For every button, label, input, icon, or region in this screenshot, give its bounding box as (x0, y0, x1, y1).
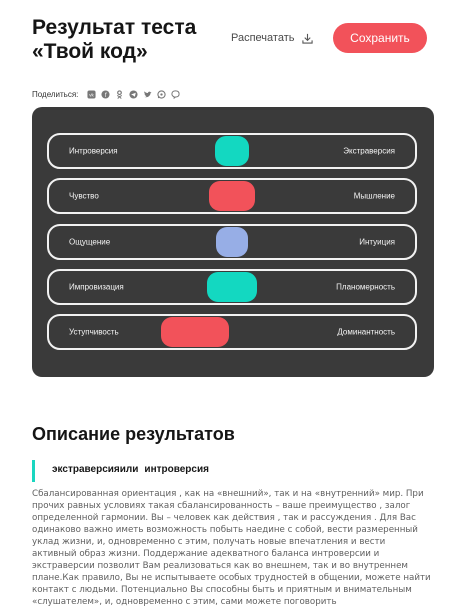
results-panel (32, 107, 434, 377)
description-heading: Описание результатов (32, 424, 235, 444)
scale-left-label: Чувство (69, 191, 99, 201)
scale-compliance-dominance (47, 314, 417, 350)
scale-left-label: Интроверсия (69, 146, 118, 156)
page-title (32, 16, 232, 64)
scale-left-label: Импровизация (69, 282, 124, 292)
scale-marker (209, 181, 255, 211)
save-button[interactable]: Сохранить (333, 23, 427, 53)
scale-right-label: Интуиция (359, 237, 395, 247)
odnoklassniki-icon[interactable] (115, 90, 124, 99)
scale-right-label: Планомерность (336, 282, 395, 292)
print-button[interactable] (231, 32, 313, 44)
share-bar (32, 90, 180, 99)
subheading-mid: или (119, 464, 139, 475)
print-label: Распечатать (231, 32, 295, 44)
viber-icon[interactable] (171, 90, 180, 99)
page-title-line1: Результат теста (32, 16, 197, 39)
vk-icon[interactable] (87, 90, 96, 99)
subheading-left: экстраверсия (52, 464, 120, 475)
scale-marker (216, 227, 248, 257)
facebook-icon[interactable] (101, 90, 110, 99)
subheading-accent-bar (32, 460, 35, 482)
scale-feeling-thinking (47, 178, 417, 214)
whatsapp-icon[interactable] (157, 90, 166, 99)
scale-left-label: Уступчивость (69, 327, 119, 337)
subheading-right: интроверсия (144, 464, 209, 475)
scale-right-label: Экстраверсия (343, 146, 395, 156)
description-subheading (52, 464, 209, 475)
scale-right-label: Мышление (353, 191, 395, 201)
scale-marker (207, 272, 257, 302)
scale-right-label: Доминантность (337, 327, 395, 337)
scale-marker (161, 317, 229, 347)
telegram-icon[interactable] (129, 90, 138, 99)
scale-improvisation-planning (47, 269, 417, 305)
description-text: Сбалансированная ориентация , как на «внешний», так и на «внутренний» мир. При прочих равных условиях такая сбалансированность – ваше преимущество , залог определенной гармонии. Вы – человек как действия , так и рассуждения . Для Вас одинаково важно иметь возможность побыть наедине с собой, вести размеренный уклад жизни, и, одновременно с этим, получать новые впечатления и вести активный образ жизни. Поддержание адекватного баланса интроверсии и экстраверсии позволит Вам реализоваться как во внешнем, так и во внутреннем плане.Как правило, Вы не испытываете особых трудностей в общении, можете найти контакт с людьми. Потенциально Вы способны быть и приятным и внимательным «слушателем», и, одновременно с этим, сами можете поговорить (32, 489, 431, 607)
scale-introversion-extraversion (47, 133, 417, 169)
scale-marker (215, 136, 249, 166)
share-label: Поделиться: (32, 90, 79, 99)
svg-text:f: f (105, 92, 108, 100)
download-icon (302, 33, 313, 44)
twitter-icon[interactable] (143, 90, 152, 99)
svg-text:vk: vk (89, 92, 95, 98)
scale-sensing-intuition (47, 224, 417, 260)
scale-left-label: Ощущение (69, 237, 111, 247)
page-title-line2: «Твой код» (32, 40, 148, 63)
